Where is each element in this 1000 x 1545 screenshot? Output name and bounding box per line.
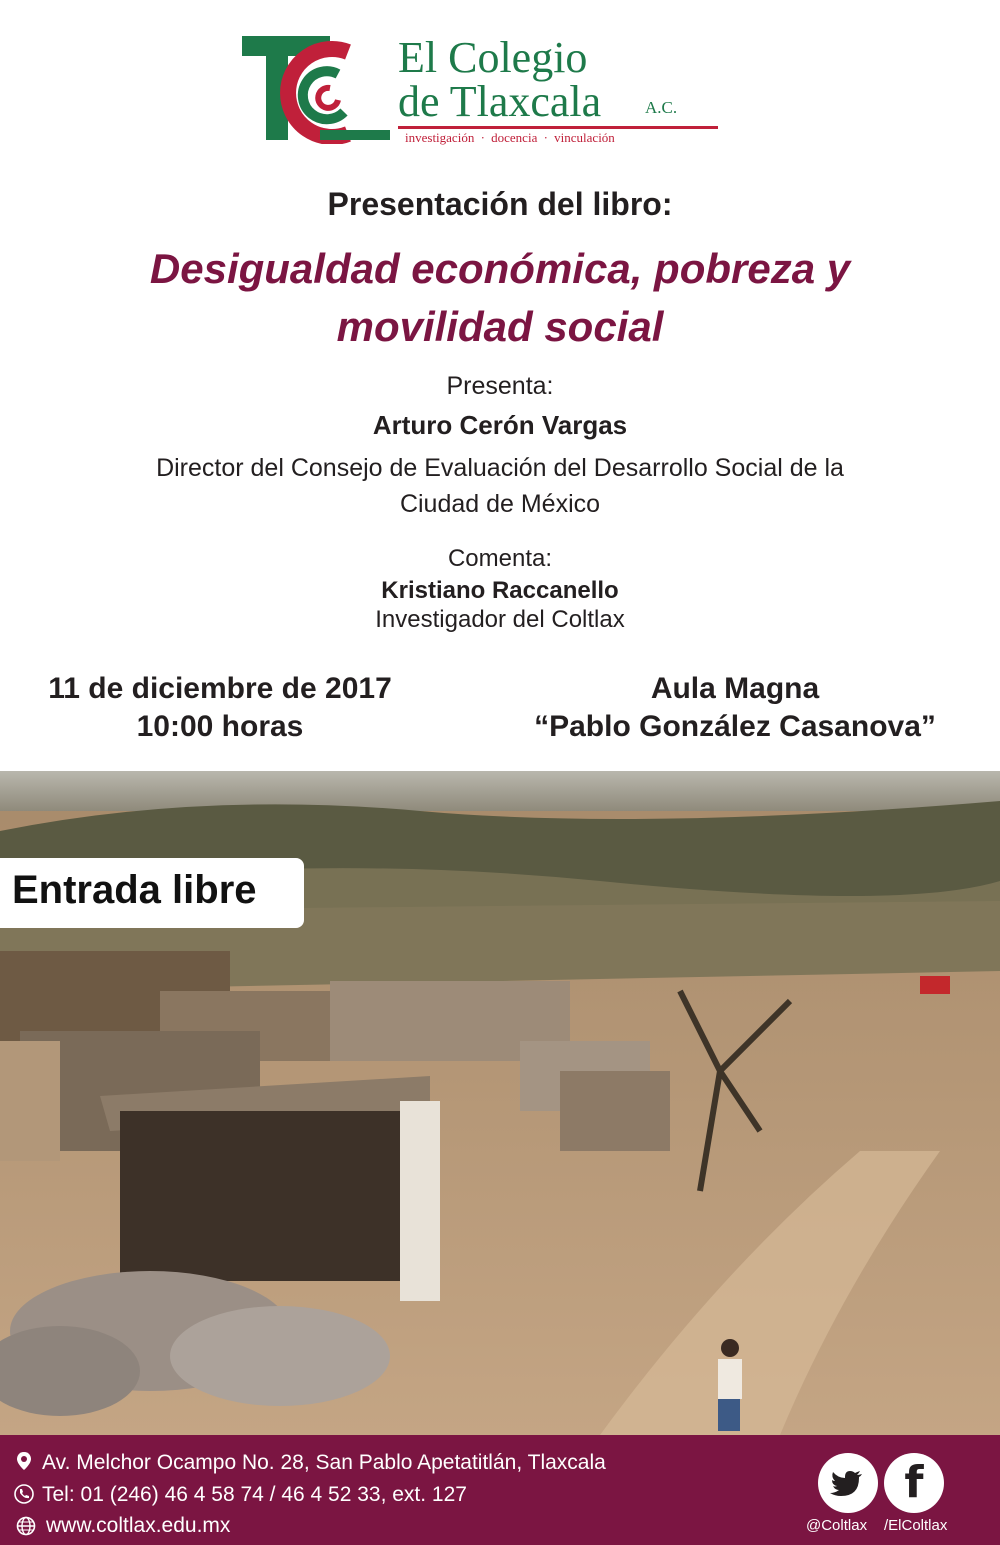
- book-title-line2: movilidad social: [336, 303, 664, 350]
- footer-address: Av. Melchor Ocampo No. 28, San Pablo Apetatitlán, Tlaxcala: [42, 1451, 606, 1474]
- twitter-button[interactable]: [818, 1453, 878, 1513]
- event-venue: [500, 670, 970, 746]
- presenter-role-line2: Ciudad de México: [399, 490, 601, 518]
- presenter-role-line1: Director del Consejo de Evaluación del Desarrollo Social de la: [156, 454, 844, 482]
- location-pin-icon: [14, 1451, 34, 1471]
- phone-icon: [14, 1484, 34, 1504]
- footer: [0, 1435, 1000, 1545]
- commenter-name: Kristiano Raccanello: [381, 577, 619, 604]
- facebook-button[interactable]: [884, 1453, 944, 1513]
- footer-website[interactable]: www.coltlax.edu.mx: [46, 1514, 231, 1537]
- entry-label: Entrada libre: [12, 868, 257, 912]
- twitter-icon: [818, 1453, 878, 1513]
- footer-phone: Tel: 01 (246) 46 4 58 74 / 46 4 52 33, ext. 127: [42, 1483, 467, 1506]
- book-title-line1: Desigualdad económica, pobreza y: [149, 245, 851, 292]
- presenter-role: [100, 450, 900, 522]
- venue-line1: Aula Magna: [650, 672, 820, 705]
- facebook-icon: f: [904, 1457, 924, 1508]
- event-time: 10:00 horas: [136, 710, 304, 743]
- logo-line1: El Colegio: [398, 33, 588, 82]
- presenta-label: Presenta:: [446, 372, 554, 400]
- presenter-name: Arturo Cerón Vargas: [372, 410, 628, 440]
- logo-suffix: A.C.: [645, 98, 678, 117]
- facebook-handle[interactable]: /ElColtlax: [884, 1517, 948, 1534]
- twitter-handle[interactable]: @Coltlax: [806, 1517, 868, 1534]
- presentation-label: Presentación del libro:: [327, 186, 673, 222]
- comenta-label: Comenta:: [447, 545, 553, 572]
- book-title: [0, 240, 1000, 356]
- venue-line2: “Pablo González Casanova”: [534, 710, 936, 743]
- event-date-time: [20, 670, 420, 746]
- logo-tagline: investigación · docencia · vinculación: [405, 130, 615, 145]
- logo-rule: [398, 126, 718, 129]
- commenter-role: Investigador del Coltlax: [375, 606, 625, 633]
- globe-icon: [16, 1516, 36, 1536]
- college-logo: [240, 30, 730, 150]
- tc-spiral-logo-icon: [240, 34, 390, 144]
- logo-line2: de Tlaxcala: [398, 77, 602, 126]
- event-date: 11 de diciembre de 2017: [48, 672, 392, 705]
